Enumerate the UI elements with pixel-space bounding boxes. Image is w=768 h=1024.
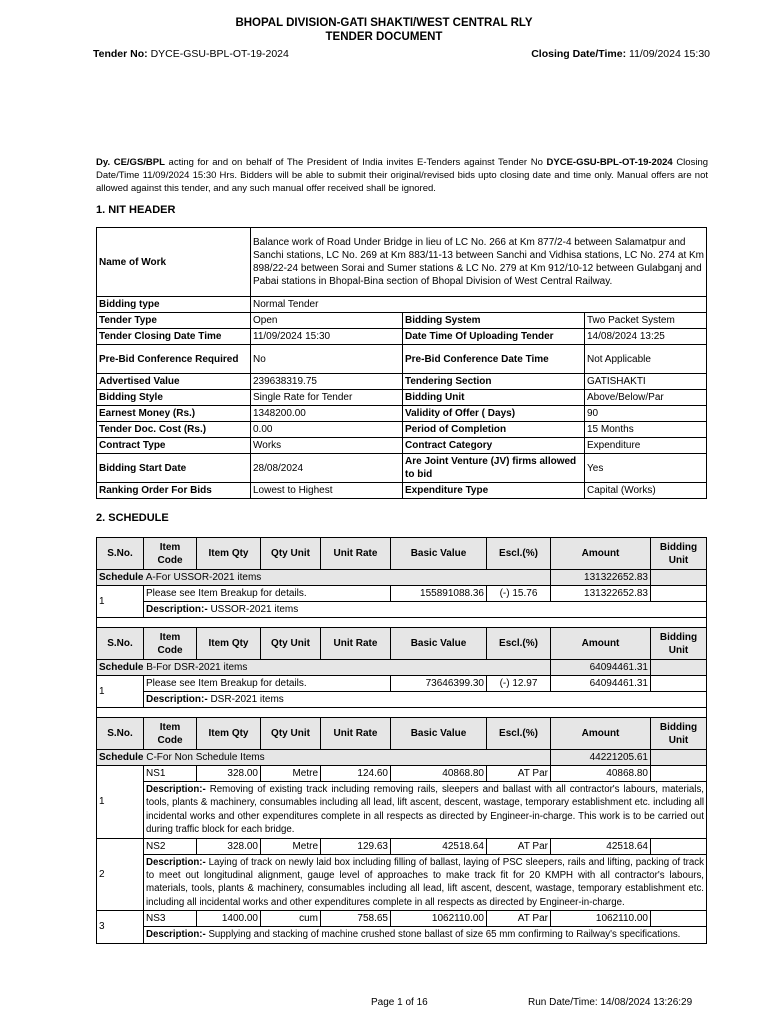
col-header: Amount bbox=[551, 628, 651, 660]
nit-value: 239638319.75 bbox=[251, 374, 403, 390]
col-header: Basic Value bbox=[391, 538, 487, 570]
nit-value: 0.00 bbox=[251, 422, 403, 438]
nit-value: Two Packet System bbox=[585, 313, 707, 329]
nit-key: Are Joint Venture (JV) firms allowed to bid bbox=[403, 454, 585, 483]
col-header: Escl.(%) bbox=[487, 538, 551, 570]
col-header: Bidding Unit bbox=[651, 718, 707, 750]
serial-number: 1 bbox=[97, 766, 144, 839]
table-row bbox=[97, 586, 707, 602]
col-header: Item Qty bbox=[197, 718, 261, 750]
schedule-name: Schedule C-For Non Schedule Items bbox=[97, 750, 551, 766]
escalation: AT Par bbox=[487, 766, 551, 782]
nit-key: Bidding System bbox=[403, 313, 585, 329]
qty-unit: Metre bbox=[261, 766, 321, 782]
table-row bbox=[97, 838, 707, 854]
amount: 1062110.00 bbox=[551, 911, 651, 927]
col-header: Escl.(%) bbox=[487, 628, 551, 660]
item-breakup-note: Please see Item Breakup for details. bbox=[144, 586, 391, 602]
nit-value: Yes bbox=[585, 454, 707, 483]
nit-value: Capital (Works) bbox=[585, 483, 707, 499]
nit-key: Name of Work bbox=[97, 228, 251, 297]
bidding-unit bbox=[651, 676, 707, 692]
serial-number: 3 bbox=[97, 911, 144, 943]
nit-heading: 1. NIT HEADER bbox=[96, 204, 176, 216]
schedule-heading: 2. SCHEDULE bbox=[96, 512, 169, 524]
nit-key: Bidding Style bbox=[97, 390, 251, 406]
nit-key: Tender Type bbox=[97, 313, 251, 329]
amount: 131322652.83 bbox=[551, 586, 651, 602]
nit-value: Lowest to Highest bbox=[251, 483, 403, 499]
item-qty: 328.00 bbox=[197, 838, 261, 854]
title-line-2: TENDER DOCUMENT bbox=[325, 31, 443, 43]
nit-row bbox=[97, 313, 707, 329]
amount: 64094461.31 bbox=[551, 676, 651, 692]
nit-table bbox=[96, 227, 707, 499]
description-row bbox=[97, 692, 707, 708]
nit-value: 1348200.00 bbox=[251, 406, 403, 422]
header-info bbox=[93, 48, 710, 60]
nit-key: Earnest Money (Rs.) bbox=[97, 406, 251, 422]
description: Description:- DSR-2021 items bbox=[144, 692, 707, 708]
description-row bbox=[97, 927, 707, 943]
spacer-row bbox=[97, 708, 707, 718]
item-qty: 1400.00 bbox=[197, 911, 261, 927]
nit-value: Open bbox=[251, 313, 403, 329]
nit-value: Expenditure bbox=[585, 438, 707, 454]
table-row bbox=[97, 676, 707, 692]
schedule-group-row bbox=[97, 660, 707, 676]
description: Description:- Laying of track on newly laid box including filling of ballast, laying of PSC sleepers, rails and lifting, packing of track to meet out longitudinal alignment, gauge level of approaches to make track fit for 20 KMPH with all contractor's labours, materials, tools, plants & machinery, consumables including all lead, lift ascent, descent, wastage, temporary establishment etc. including all incidental works and other expenditures complete in all respects as directed by Engineer-in-charge. bbox=[144, 854, 707, 911]
nit-row bbox=[97, 483, 707, 499]
escalation: (-) 12.97 bbox=[487, 676, 551, 692]
empty-cell bbox=[651, 750, 707, 766]
nit-key: Period of Completion bbox=[403, 422, 585, 438]
nit-value: Not Applicable bbox=[585, 345, 707, 374]
schedule-total: 131322652.83 bbox=[551, 570, 651, 586]
nit-key: Contract Category bbox=[403, 438, 585, 454]
basic-value: 73646399.30 bbox=[391, 676, 487, 692]
description: Description:- USSOR-2021 items bbox=[144, 602, 707, 618]
nit-value: Single Rate for Tender bbox=[251, 390, 403, 406]
col-header: Item Code bbox=[144, 628, 197, 660]
col-header: Unit Rate bbox=[321, 628, 391, 660]
description-row bbox=[97, 782, 707, 839]
col-header: S.No. bbox=[97, 628, 144, 660]
item-qty: 328.00 bbox=[197, 766, 261, 782]
nit-row bbox=[97, 422, 707, 438]
unit-rate: 124.60 bbox=[321, 766, 391, 782]
item-code: NS2 bbox=[144, 838, 197, 854]
schedule-header-row bbox=[97, 628, 707, 660]
serial-number: 2 bbox=[97, 838, 144, 911]
document-title bbox=[0, 16, 768, 44]
description-row bbox=[97, 602, 707, 618]
tender-number: Tender No: DYCE-GSU-BPL-OT-19-2024 bbox=[93, 48, 289, 60]
nit-key: Bidding type bbox=[97, 297, 251, 313]
item-breakup-note: Please see Item Breakup for details. bbox=[144, 676, 391, 692]
col-header: Bidding Unit bbox=[651, 628, 707, 660]
schedule-header-row bbox=[97, 538, 707, 570]
bidding-unit bbox=[651, 766, 707, 782]
col-header: Basic Value bbox=[391, 718, 487, 750]
unit-rate: 758.65 bbox=[321, 911, 391, 927]
item-code: NS3 bbox=[144, 911, 197, 927]
nit-key: Pre-Bid Conference Required bbox=[97, 345, 251, 374]
schedule-name: Schedule A-For USSOR-2021 items bbox=[97, 570, 551, 586]
serial-number: 1 bbox=[97, 676, 144, 708]
qty-unit: cum bbox=[261, 911, 321, 927]
escalation: AT Par bbox=[487, 838, 551, 854]
nit-key: Pre-Bid Conference Date Time bbox=[403, 345, 585, 374]
col-header: Unit Rate bbox=[321, 538, 391, 570]
nit-key: Bidding Start Date bbox=[97, 454, 251, 483]
nit-key: Contract Type bbox=[97, 438, 251, 454]
nit-key: Bidding Unit bbox=[403, 390, 585, 406]
nit-key: Ranking Order For Bids bbox=[97, 483, 251, 499]
nit-value: 28/08/2024 bbox=[251, 454, 403, 483]
schedule-total: 44221205.61 bbox=[551, 750, 651, 766]
col-header: Item Qty bbox=[197, 628, 261, 660]
nit-value: Works bbox=[251, 438, 403, 454]
col-header: Amount bbox=[551, 538, 651, 570]
schedule-table bbox=[96, 537, 707, 944]
nit-key: Tender Closing Date Time bbox=[97, 329, 251, 345]
table-row bbox=[97, 911, 707, 927]
col-header: Bidding Unit bbox=[651, 538, 707, 570]
intro-paragraph: Dy. CE/GS/BPL acting for and on behalf of The President of India invites E-Tenders against Tender No DYCE-GSU-BPL-OT-19-2024 Closing Date/Time 11/09/2024 15:30 Hrs. Bidders will be able to submit their original/revised bids upto closing date and time only. Manual offers are not allowed against this tender, and any such manual offer received shall be ignored. bbox=[96, 157, 709, 194]
basic-value: 155891088.36 bbox=[391, 586, 487, 602]
nit-value: Normal Tender bbox=[251, 297, 707, 313]
nit-row bbox=[97, 390, 707, 406]
col-header: Qty Unit bbox=[261, 538, 321, 570]
col-header: S.No. bbox=[97, 538, 144, 570]
amount: 40868.80 bbox=[551, 766, 651, 782]
nit-value: 90 bbox=[585, 406, 707, 422]
nit-key: Advertised Value bbox=[97, 374, 251, 390]
nit-row bbox=[97, 454, 707, 483]
unit-rate: 129.63 bbox=[321, 838, 391, 854]
col-header: Item Code bbox=[144, 538, 197, 570]
empty-cell bbox=[651, 570, 707, 586]
basic-value: 42518.64 bbox=[391, 838, 487, 854]
schedule-name: Schedule B-For DSR-2021 items bbox=[97, 660, 551, 676]
basic-value: 1062110.00 bbox=[391, 911, 487, 927]
nit-row bbox=[97, 374, 707, 390]
page-number: Page 1 of 16 bbox=[371, 997, 428, 1008]
col-header: Item Code bbox=[144, 718, 197, 750]
col-header: Escl.(%) bbox=[487, 718, 551, 750]
nit-key: Tender Doc. Cost (Rs.) bbox=[97, 422, 251, 438]
schedule-header-row bbox=[97, 718, 707, 750]
col-header: Basic Value bbox=[391, 628, 487, 660]
description: Description:- Supplying and stacking of machine crushed stone ballast of size 65 mm confirming to Railway's specifications. bbox=[144, 927, 707, 943]
nit-value: Balance work of Road Under Bridge in lieu of LC No. 266 at Km 877/2-4 between Salamatpur and Sanchi stations, LC No. 269 at Km 883/11-13 between Sanchi and Vidhisa stations, LC No. 274 at Km 898/22-24 between Sorai and Sumer stations & LC No. 279 at Km 912/10-12 between Gulabganj and Pabai stations in Bhopal-Bina section of Bhopal Division of West Central Railway. bbox=[251, 228, 707, 297]
nit-value: 14/08/2024 13:25 bbox=[585, 329, 707, 345]
escalation: AT Par bbox=[487, 911, 551, 927]
col-header: S.No. bbox=[97, 718, 144, 750]
nit-value: 15 Months bbox=[585, 422, 707, 438]
nit-value: Above/Below/Par bbox=[585, 390, 707, 406]
nit-key: Tendering Section bbox=[403, 374, 585, 390]
nit-row-bidding-type bbox=[97, 297, 707, 313]
nit-row-name-of-work bbox=[97, 228, 707, 297]
escalation: (-) 15.76 bbox=[487, 586, 551, 602]
nit-row bbox=[97, 329, 707, 345]
qty-unit: Metre bbox=[261, 838, 321, 854]
basic-value: 40868.80 bbox=[391, 766, 487, 782]
bidding-unit bbox=[651, 838, 707, 854]
closing-date: Closing Date/Time: 11/09/2024 15:30 bbox=[531, 48, 710, 60]
item-code: NS1 bbox=[144, 766, 197, 782]
bidding-unit bbox=[651, 911, 707, 927]
nit-value: No bbox=[251, 345, 403, 374]
col-header: Amount bbox=[551, 718, 651, 750]
description: Description:- Removing of existing track including removing rails, sleepers and ballast with all contractor's labours, materials, tools, plants & machinery, consumables including all lead, lift ascent, descent, wastage, temporary establishment etc. including all incidental works and other expenditures complete in all respects as directed by Engineer-in-charge. This work is to be carried out during traffic block for each bridge. bbox=[144, 782, 707, 839]
nit-key: Date Time Of Uploading Tender bbox=[403, 329, 585, 345]
nit-key: Validity of Offer ( Days) bbox=[403, 406, 585, 422]
col-header: Unit Rate bbox=[321, 718, 391, 750]
run-date-time: Run Date/Time: 14/08/2024 13:26:29 bbox=[528, 997, 693, 1008]
title-line-1: BHOPAL DIVISION-GATI SHAKTI/WEST CENTRAL RLY bbox=[235, 17, 533, 29]
nit-value: 11/09/2024 15:30 bbox=[251, 329, 403, 345]
col-header: Qty Unit bbox=[261, 628, 321, 660]
nit-row bbox=[97, 406, 707, 422]
schedule-group-row bbox=[97, 570, 707, 586]
nit-row bbox=[97, 438, 707, 454]
empty-cell bbox=[651, 660, 707, 676]
nit-row bbox=[97, 345, 707, 374]
col-header: Qty Unit bbox=[261, 718, 321, 750]
serial-number: 1 bbox=[97, 586, 144, 618]
schedule-group-row bbox=[97, 750, 707, 766]
table-row bbox=[97, 766, 707, 782]
schedule-total: 64094461.31 bbox=[551, 660, 651, 676]
bidding-unit bbox=[651, 586, 707, 602]
col-header: Item Qty bbox=[197, 538, 261, 570]
spacer-row bbox=[97, 618, 707, 628]
nit-key: Expenditure Type bbox=[403, 483, 585, 499]
amount: 42518.64 bbox=[551, 838, 651, 854]
nit-value: GATISHAKTI bbox=[585, 374, 707, 390]
description-row bbox=[97, 854, 707, 911]
